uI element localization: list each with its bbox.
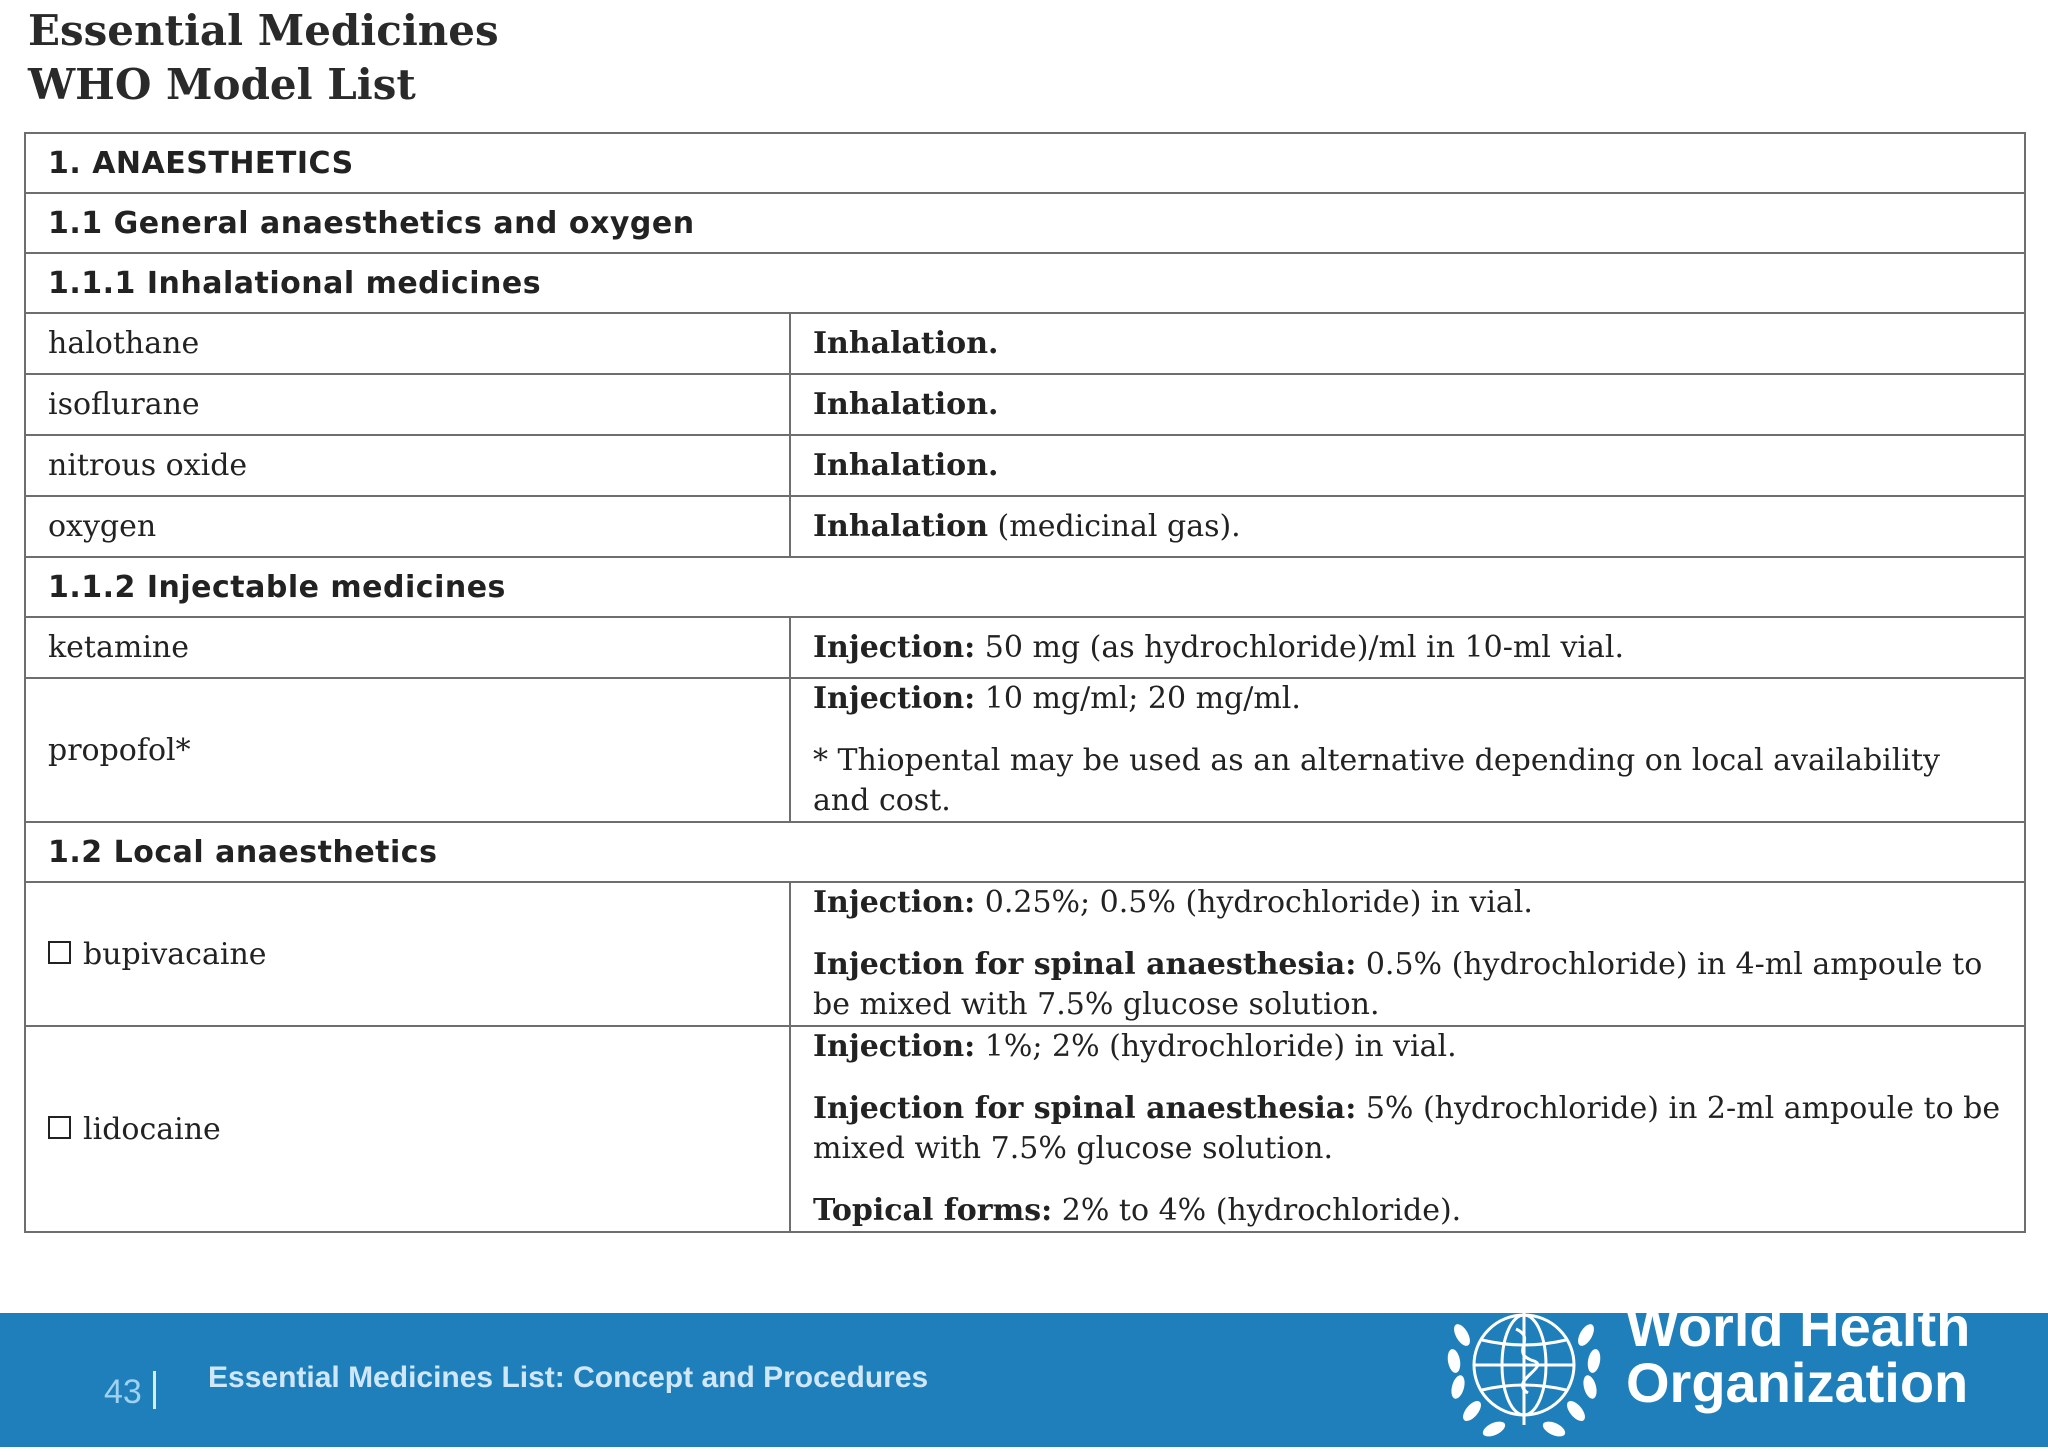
footer-bar bbox=[0, 1295, 2048, 1447]
dosage-form-label: Injection: bbox=[813, 681, 976, 716]
medicine-name: ketamine bbox=[48, 630, 189, 665]
medicine-name-cell bbox=[25, 882, 790, 1026]
section-row bbox=[25, 253, 2025, 313]
section-row bbox=[25, 133, 2025, 193]
medicine-name-cell bbox=[25, 617, 790, 678]
dosage-form-detail: 2% to 4% (hydrochloride). bbox=[1052, 1193, 1462, 1228]
medicine-name: oxygen bbox=[48, 509, 157, 544]
dosage-form-label: Injection: bbox=[813, 885, 976, 920]
dosage-form-cell bbox=[790, 617, 2025, 678]
medicine-name: isoflurane bbox=[48, 387, 200, 422]
section-row bbox=[25, 822, 2025, 882]
dosage-form-label: Injection for spinal anaesthesia: bbox=[813, 1091, 1357, 1126]
page-title bbox=[28, 4, 499, 112]
medicine-name-cell bbox=[25, 435, 790, 496]
medicine-row bbox=[25, 435, 2025, 496]
dosage-form-label: Inhalation. bbox=[813, 386, 999, 422]
dosage-form-text bbox=[813, 1027, 2002, 1067]
dosage-form-detail: 1%; 2% (hydrochloride) in vial. bbox=[975, 1029, 1457, 1064]
who-wordmark bbox=[1626, 1295, 1971, 1414]
dosage-form-text bbox=[813, 1089, 2002, 1169]
dosage-form-cell bbox=[790, 1026, 2025, 1232]
dosage-form-cell bbox=[790, 313, 2025, 374]
dosage-form-cell bbox=[790, 435, 2025, 496]
medicine-name: propofol* bbox=[48, 732, 191, 768]
section-heading: 1.1.1 Inhalational medicines bbox=[25, 253, 2025, 313]
section-heading: 1.1 General anaesthetics and oxygen bbox=[25, 193, 2025, 253]
medicine-name-cell bbox=[25, 678, 790, 822]
medicine-name-cell bbox=[25, 1026, 790, 1232]
org-name-line-2: Organization bbox=[1626, 1351, 1969, 1414]
medicine-name: halothane bbox=[48, 326, 200, 361]
presentation-title: Essential Medicines List: Concept and Procedures bbox=[208, 1361, 929, 1394]
medicine-name: bupivacaine bbox=[83, 936, 267, 972]
medicine-name: nitrous oxide bbox=[48, 448, 248, 483]
dosage-form-label: Injection: bbox=[813, 629, 976, 665]
org-name-line-1: World Health bbox=[1626, 1295, 1971, 1358]
medicine-name: lidocaine bbox=[83, 1111, 221, 1147]
dosage-form-label: Injection: bbox=[813, 1029, 976, 1064]
dosage-form-text bbox=[813, 628, 2002, 668]
dosage-form-text bbox=[813, 446, 2002, 486]
dosage-form-text bbox=[813, 741, 2002, 821]
square-box-icon bbox=[48, 941, 71, 964]
dosage-form-cell bbox=[790, 496, 2025, 557]
medicine-name-cell bbox=[25, 313, 790, 374]
dosage-form-text bbox=[813, 324, 2002, 364]
medicine-row bbox=[25, 882, 2025, 1026]
title-line-2: WHO Model List bbox=[28, 60, 416, 109]
dosage-form-text bbox=[813, 883, 2002, 923]
dosage-form-detail: 0.5% (hydrochloride) in 4-ml ampoule to be mixed with 7.5% glucose solution. bbox=[813, 947, 1983, 1022]
section-heading: 1.2 Local anaesthetics bbox=[25, 822, 2025, 882]
medicine-row bbox=[25, 678, 2025, 822]
dosage-form-label: Inhalation. bbox=[813, 447, 999, 483]
dosage-form-label: Topical forms: bbox=[813, 1193, 1053, 1228]
dosage-form-detail: * Thiopental may be used as an alternative depending on local availability and cost. bbox=[813, 743, 1940, 818]
medicines-table-body bbox=[25, 133, 2025, 1232]
section-row bbox=[25, 557, 2025, 617]
dosage-form-text bbox=[813, 385, 2002, 425]
dosage-form-cell bbox=[790, 678, 2025, 822]
who-emblem-icon bbox=[1438, 1295, 1610, 1455]
page-number-divider bbox=[153, 1371, 156, 1409]
medicines-table bbox=[24, 132, 2026, 1233]
dosage-form-detail: 0.25%; 0.5% (hydrochloride) in vial. bbox=[975, 885, 1533, 920]
medicine-name-cell bbox=[25, 374, 790, 435]
medicine-row bbox=[25, 1026, 2025, 1232]
section-row bbox=[25, 193, 2025, 253]
dosage-form-label: Inhalation. bbox=[813, 325, 999, 361]
section-heading: 1.1.2 Injectable medicines bbox=[25, 557, 2025, 617]
medicine-name-cell bbox=[25, 496, 790, 557]
title-line-1: Essential Medicines bbox=[28, 6, 499, 55]
dosage-form-label: Inhalation bbox=[813, 508, 989, 544]
dosage-form-text bbox=[813, 1191, 2002, 1231]
dosage-form-text bbox=[813, 679, 2002, 719]
dosage-form-cell bbox=[790, 882, 2025, 1026]
medicine-row bbox=[25, 496, 2025, 557]
dosage-form-detail: 50 mg (as hydrochloride)/ml in 10-ml vial. bbox=[975, 629, 1624, 665]
dosage-form-label: Injection for spinal anaesthesia: bbox=[813, 947, 1357, 982]
dosage-form-detail: 10 mg/ml; 20 mg/ml. bbox=[975, 681, 1301, 716]
page-number: 43 bbox=[104, 1373, 142, 1411]
section-heading: 1. ANAESTHETICS bbox=[25, 133, 2025, 193]
dosage-form-cell bbox=[790, 374, 2025, 435]
medicine-row bbox=[25, 617, 2025, 678]
dosage-form-detail: 5% (hydrochloride) in 2-ml ampoule to be mixed with 7.5% glucose solution. bbox=[813, 1091, 2001, 1166]
dosage-form-text bbox=[813, 507, 2002, 547]
dosage-form-detail: (medicinal gas). bbox=[988, 508, 1241, 544]
medicine-row bbox=[25, 313, 2025, 374]
dosage-form-text bbox=[813, 945, 2002, 1025]
square-box-icon bbox=[48, 1116, 71, 1139]
medicine-row bbox=[25, 374, 2025, 435]
